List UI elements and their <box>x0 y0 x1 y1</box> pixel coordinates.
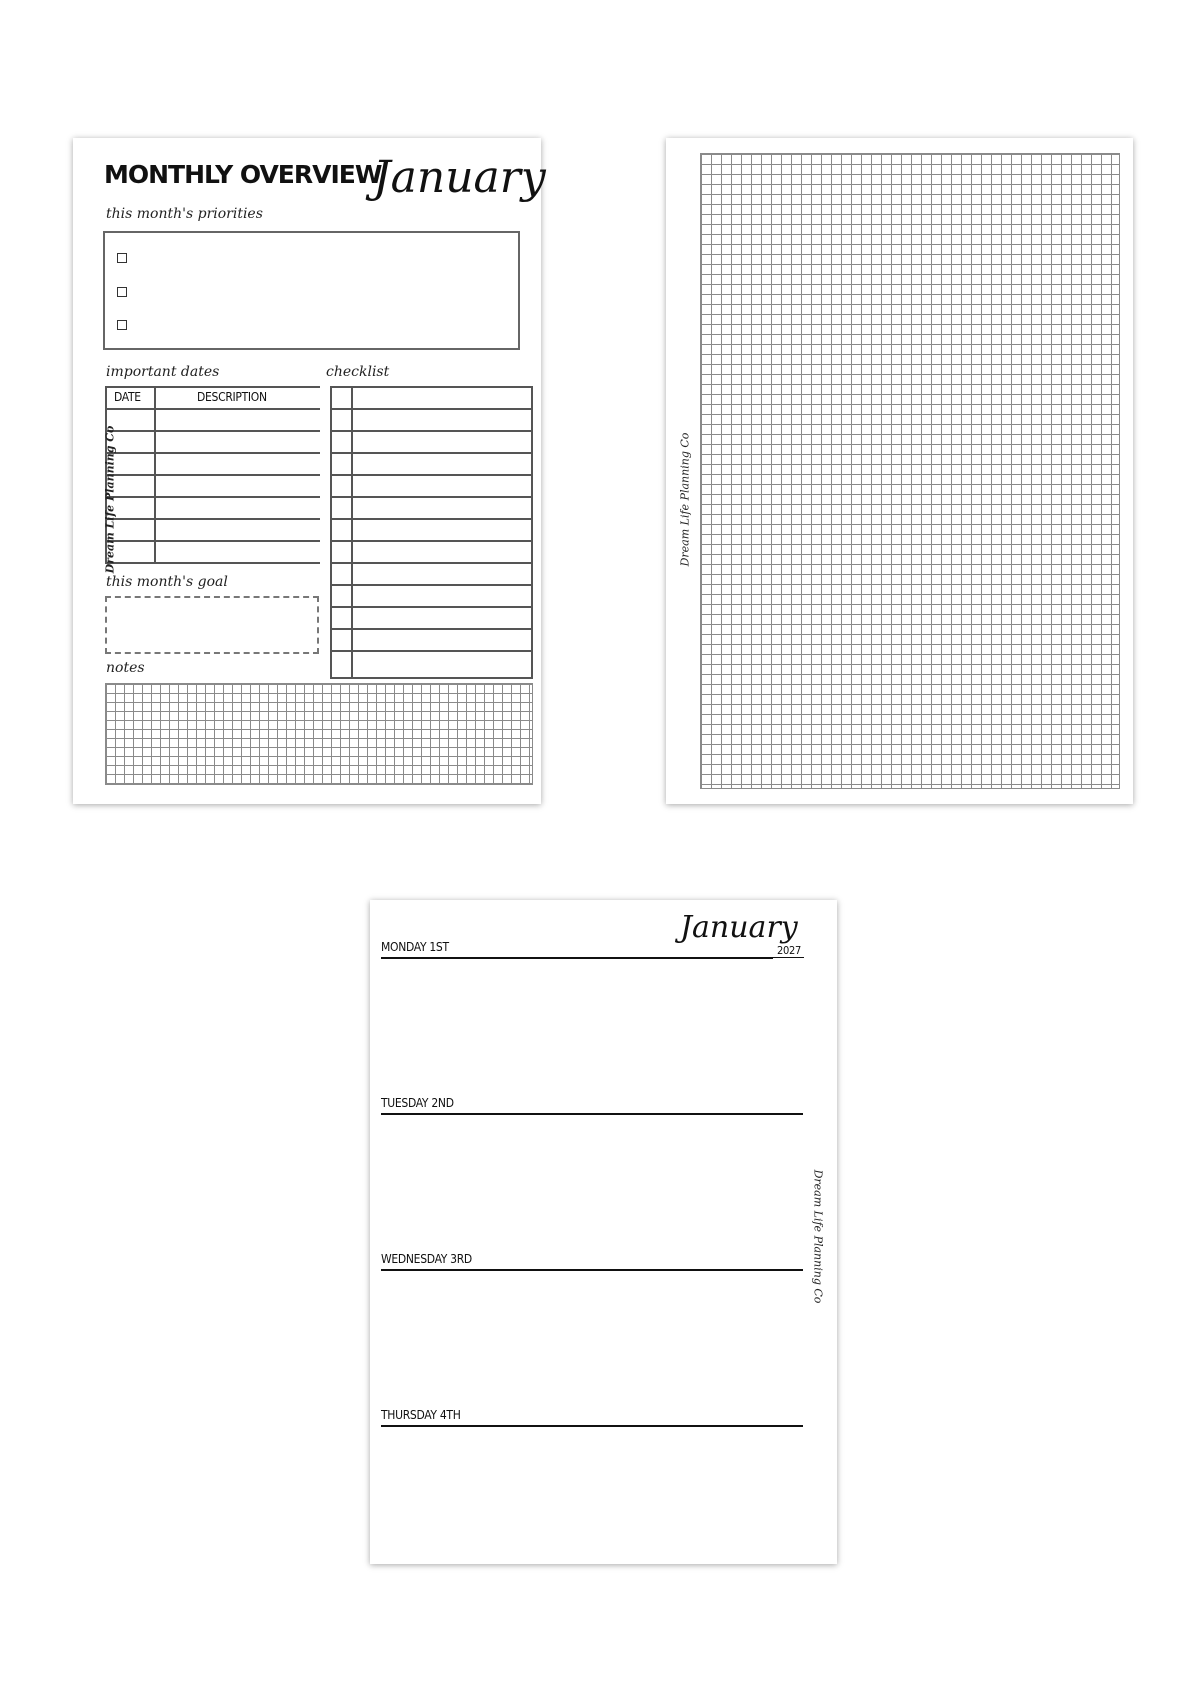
grid-page <box>666 138 1133 804</box>
brand-watermark: Dream Life Planning Co <box>811 1169 825 1304</box>
day-rule-tuesday <box>381 1113 803 1115</box>
day-rule-monday <box>381 957 773 959</box>
day-label-tuesday: TUESDAY 2ND <box>381 1096 454 1110</box>
notes-label: notes <box>106 660 145 676</box>
checklist-label: checklist <box>326 364 390 380</box>
daily-page <box>370 900 837 1564</box>
full-grid[interactable] <box>700 153 1120 789</box>
day-label-thursday: THURSDAY 4TH <box>381 1408 461 1422</box>
goal-label: this month's goal <box>106 574 228 590</box>
page-title: MONTHLY OVERVIEW <box>104 160 382 189</box>
priority-checkbox[interactable] <box>117 287 127 297</box>
month-heading: January <box>680 910 798 945</box>
year-rule <box>773 957 804 958</box>
checklist-table <box>330 386 533 680</box>
day-rule-wednesday <box>381 1269 803 1271</box>
important-dates-label: important dates <box>106 364 220 380</box>
brand-watermark: Dream Life Planning Co <box>678 432 692 567</box>
priority-checkbox[interactable] <box>117 253 127 263</box>
checklist-grid <box>330 386 533 680</box>
goal-box[interactable] <box>105 596 319 654</box>
notes-grid[interactable] <box>105 683 533 785</box>
priority-checkbox[interactable] <box>117 320 127 330</box>
day-rule-thursday <box>381 1425 803 1427</box>
priorities-box <box>103 231 520 350</box>
important-dates-grid <box>105 386 320 568</box>
month-heading: January <box>373 152 546 203</box>
brand-watermark: Dream Life Planning Co <box>103 425 117 574</box>
day-label-monday: MONDAY 1ST <box>381 940 449 954</box>
table-header-date: DATE <box>114 390 141 404</box>
day-label-wednesday: WEDNESDAY 3RD <box>381 1252 472 1266</box>
priorities-label: this month's priorities <box>106 206 263 222</box>
table-header-description: DESCRIPTION <box>197 390 267 404</box>
important-dates-table <box>105 386 320 568</box>
year-label: 2027 <box>777 944 801 957</box>
monthly-overview-page <box>73 138 546 804</box>
